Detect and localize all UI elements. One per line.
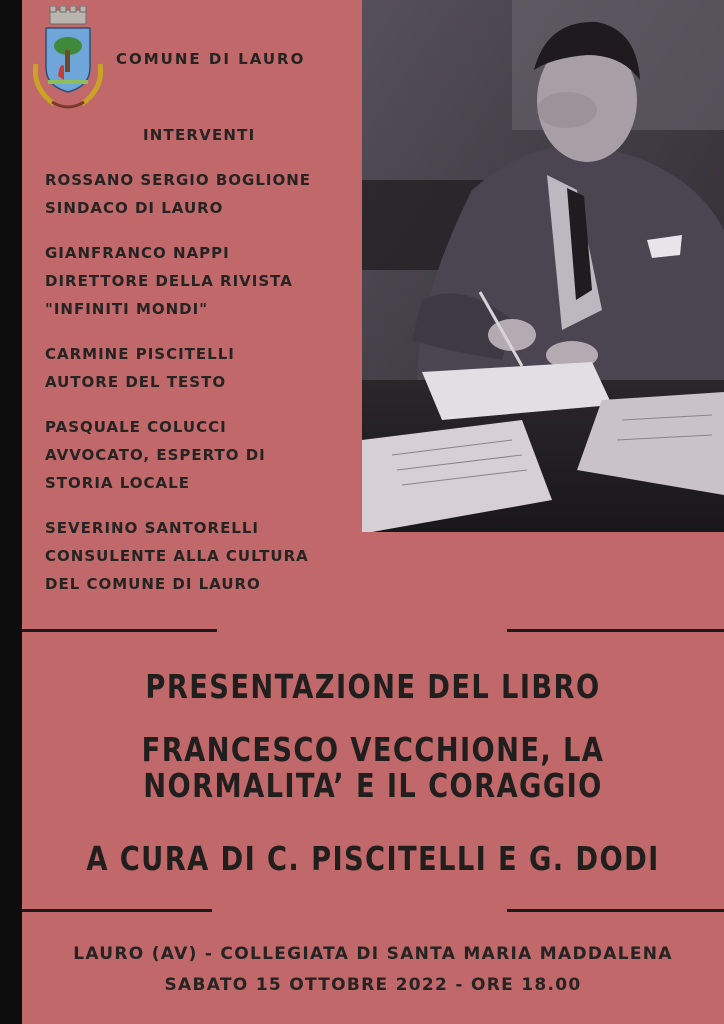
municipal-crest-icon [30, 6, 106, 114]
speaker-santorelli [45, 514, 309, 598]
divider-right-top [507, 629, 724, 632]
speaker-role: "INFINITI MONDI" [45, 300, 209, 318]
divider-left-bottom [22, 909, 212, 912]
left-black-strip [0, 0, 22, 1024]
speaker-name: GIANFRANCO NAPPI [45, 244, 230, 262]
speaker-role: STORIA LOCALE [45, 474, 190, 492]
speaker-nappi [45, 239, 293, 323]
speaker-role: DEL COMUNE DI LAURO [45, 575, 261, 593]
book-title-line1: FRANCESCO VECCHIONE, LA [141, 730, 605, 769]
divider-right-bottom [507, 909, 724, 912]
speaker-name: SEVERINO SANTORELLI [45, 519, 260, 537]
speaker-role: DIRETTORE DELLA RIVISTA [45, 272, 293, 290]
editors-line: A CURA DI C. PISCITELLI E G. DODI [86, 839, 660, 878]
event-date-time: SABATO 15 OTTOBRE 2022 - ORE 18.00 [164, 975, 582, 995]
speaker-role: CONSULENTE ALLA CULTURA [45, 547, 309, 565]
speaker-piscitelli [45, 340, 235, 396]
speaker-colucci [45, 413, 266, 497]
presentation-heading: PRESENTAZIONE DEL LIBRO [145, 667, 601, 706]
interventi-heading: INTERVENTI [143, 126, 256, 144]
speaker-name: CARMINE PISCITELLI [45, 345, 235, 363]
speaker-name: ROSSANO SERGIO BOGLIONE [45, 171, 312, 189]
speaker-role: SINDACO DI LAURO [45, 199, 224, 217]
speaker-name: PASQUALE COLUCCI [45, 418, 227, 436]
portrait-photo [362, 0, 724, 532]
municipality-name: COMUNE DI LAURO [116, 50, 306, 68]
speaker-role: AUTORE DEL TESTO [45, 373, 227, 391]
divider-left-top [22, 629, 217, 632]
event-venue: LAURO (AV) - COLLEGIATA DI SANTA MARIA MADDALENA [73, 944, 673, 964]
book-title-line2: NORMALITA’ E IL CORAGGIO [143, 766, 603, 805]
speaker-role: AVVOCATO, ESPERTO DI [45, 446, 266, 464]
speaker-boglione [45, 166, 311, 222]
